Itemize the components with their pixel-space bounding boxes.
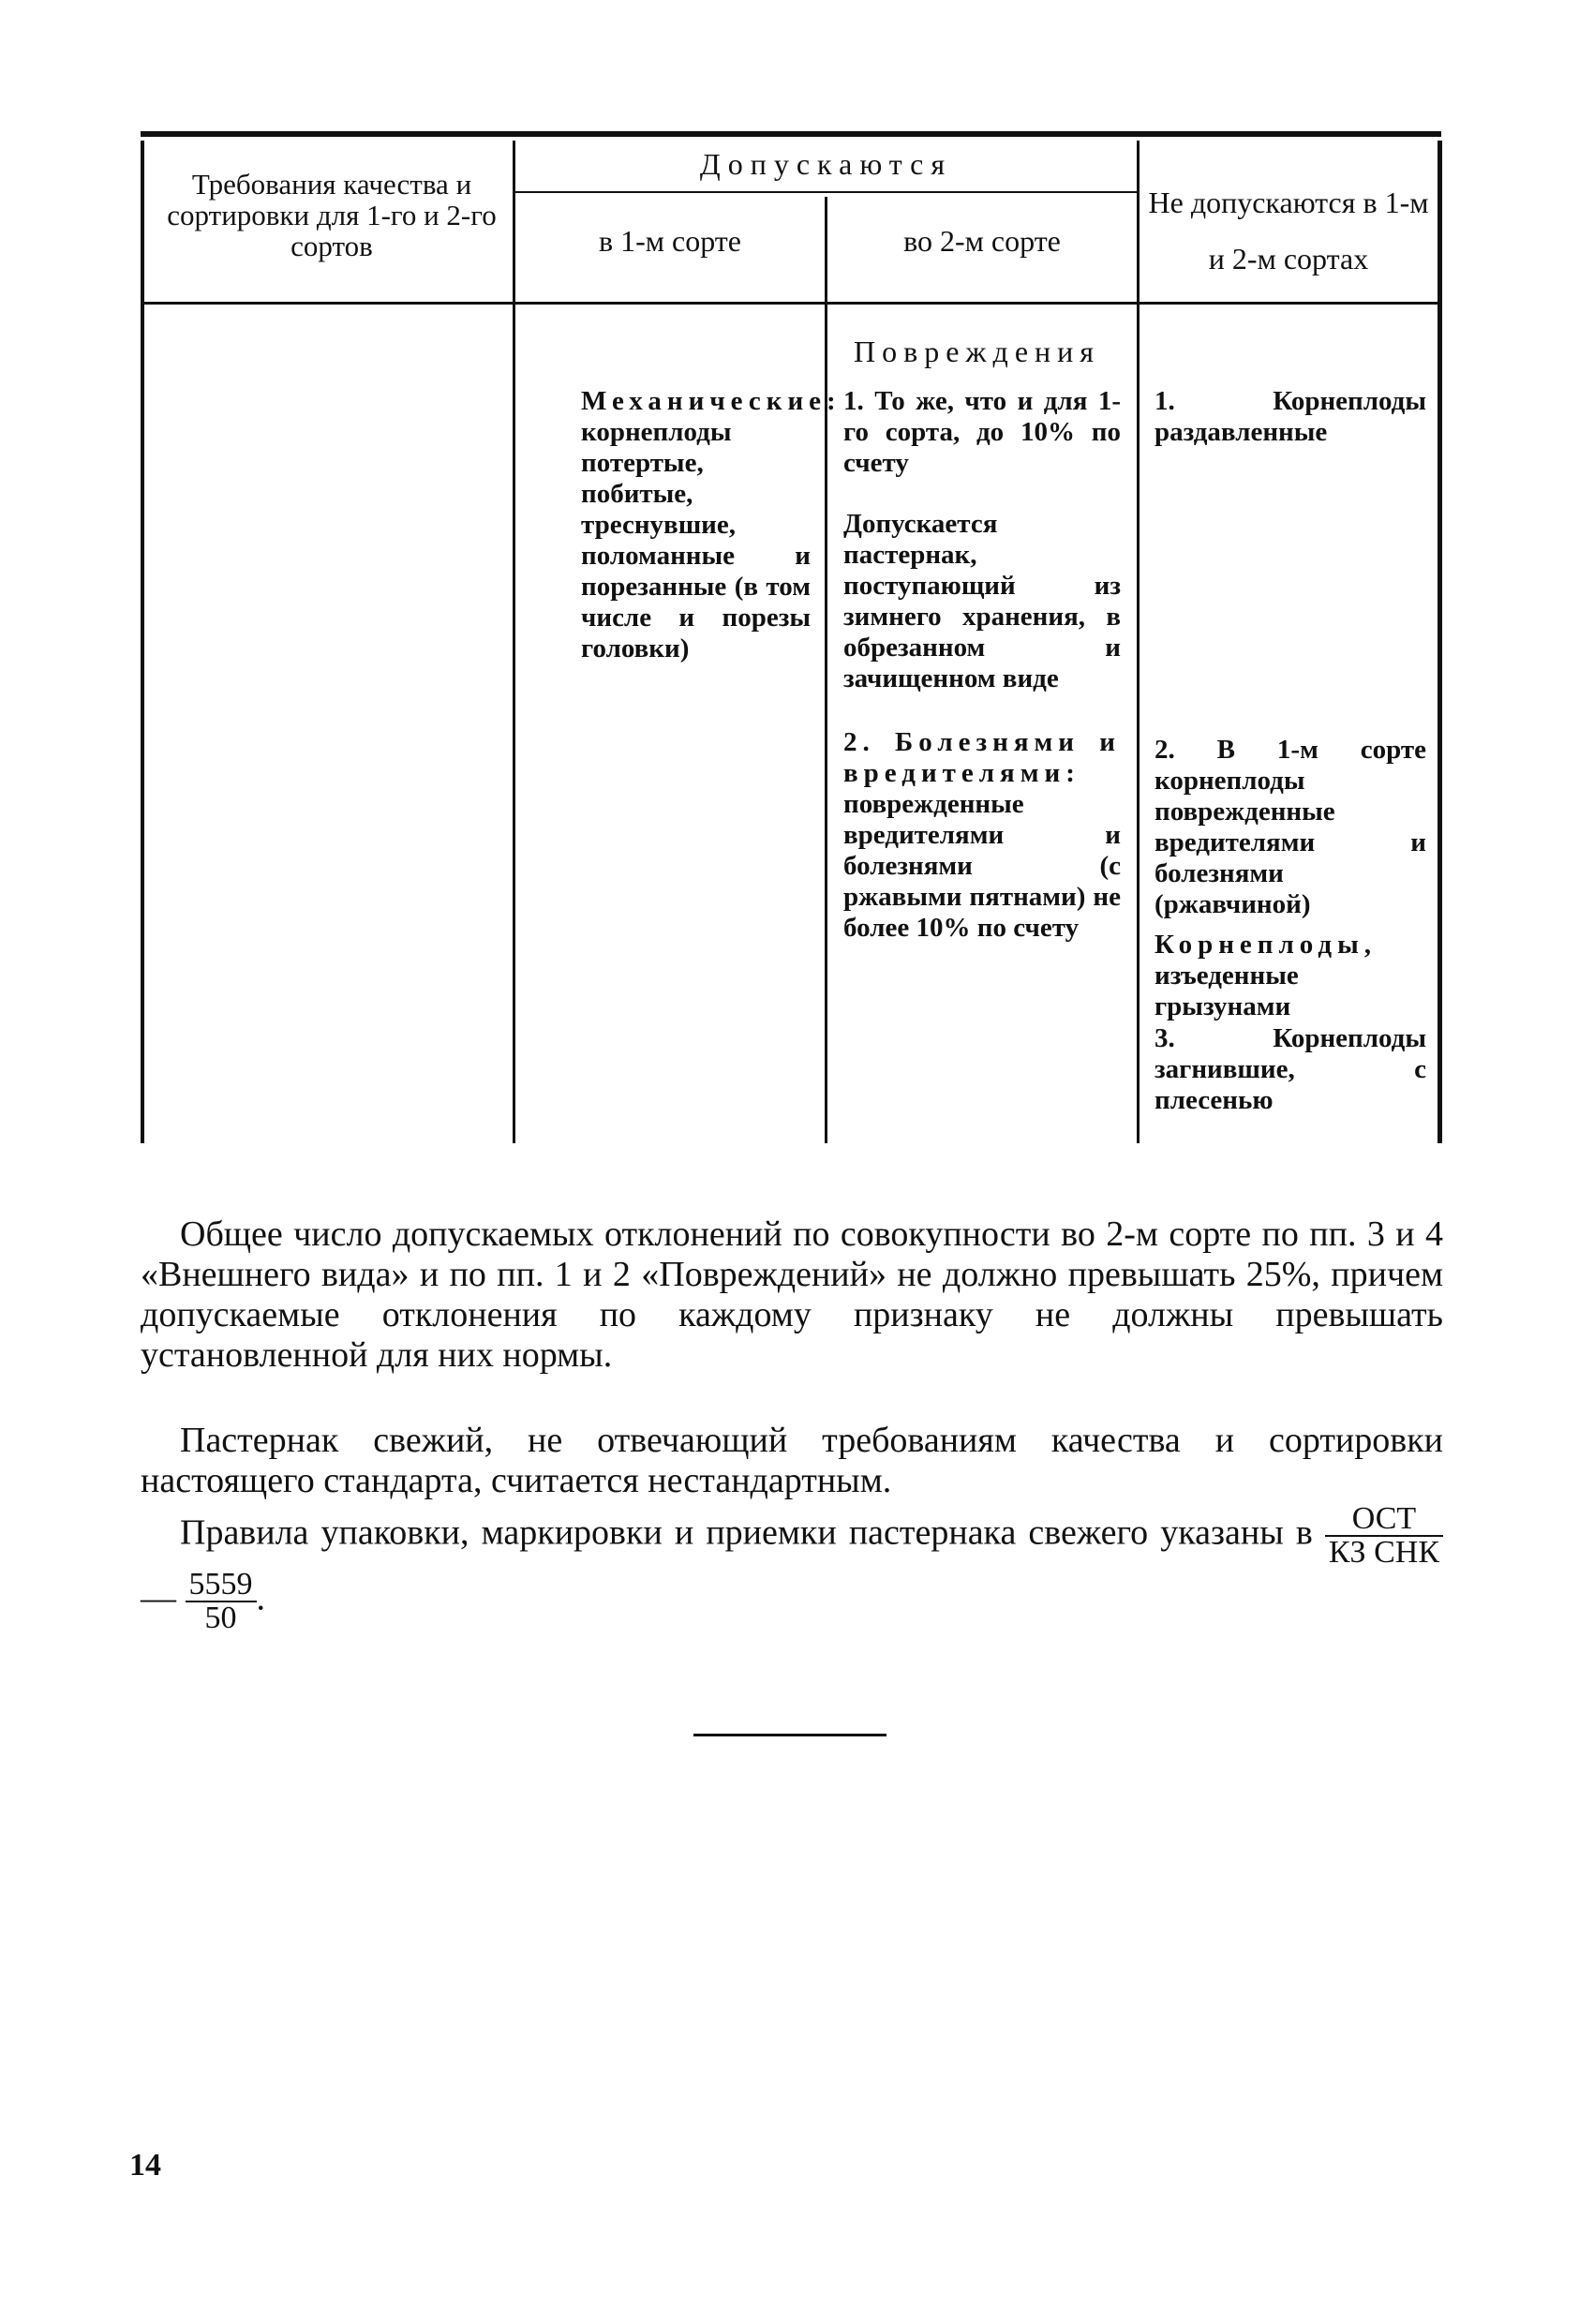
paragraph-nonstandard: Пастернак свежий, не отвечающий требованиям качества и сортировки настоящего стандарта, считается нестандартным. (141, 1421, 1443, 1500)
standard-fraction-2 (186, 1569, 257, 1634)
column-divider-3 (1137, 141, 1140, 1143)
column-divider-1 (513, 141, 515, 1143)
header-grade-1: в 1-м сорте (599, 224, 741, 258)
mechanical-text: корнеплоды потертые, побитые, треснувшие, поломанные и порезанные (в том числе и порезы головки) (581, 417, 811, 663)
grade1-mechanical (581, 386, 842, 664)
fraction-2-denominator: 50 (204, 1601, 237, 1635)
grade2-item-2 (843, 727, 1121, 944)
fraction-2-numerator: 5559 (186, 1569, 257, 1602)
table-header-rule (141, 302, 1441, 305)
standard-fraction-1 (1325, 1503, 1443, 1569)
packaging-end: . (256, 1578, 265, 1618)
grade2-item-1: 1. То же, что и для 1-го сорта, до 10% по счету (843, 386, 1121, 478)
allowed-subheader-rule (515, 191, 1137, 193)
paragraph-packaging (141, 1503, 1443, 1634)
paragraph-deviations: Общее число допускаемых отклонений по совокупности во 2-м сорте по пп. 3 и 4 «Внешнего вида» и по пп. 1 и 2 «Повреждений» не должно превышать 25%, причем допускаемые отклонения по каждому признаку не должны превышать установленной для них нормы. (141, 1214, 1443, 1375)
rodent-title: Корнеплоды, (1155, 930, 1377, 960)
not-allowed-item-3: 3. Корнеплоды загнившие, с плесенью (1155, 1023, 1426, 1115)
header-allowed: Допускаются (699, 147, 953, 181)
disease-title: 2. Болезнями и вредителями: (843, 727, 1121, 788)
grade2-winter-note: Допускается пастернак, поступающий из зимнего хранения, в обрезанном и зачищенном виде (843, 509, 1121, 693)
packaging-text: Правила упаковки, маркировки и приемки пастернака свежего указаны в (180, 1512, 1325, 1553)
table-left-border (141, 141, 144, 1143)
fraction-1-denominator: КЗ СНК (1328, 1535, 1439, 1570)
table-right-border (1438, 141, 1442, 1143)
disease-text: поврежденные вредителями и болезнями (с ржавыми пятнами) не более 10% по счету (843, 789, 1121, 943)
header-grade-2: во 2-м сорте (903, 224, 1061, 258)
mechanical-title: Механические: (581, 386, 842, 416)
end-rule (693, 1734, 886, 1736)
quality-table (141, 131, 1441, 1143)
header-not-allowed: Не допускаются в 1-м и 2-м сортах (1148, 186, 1429, 276)
header-requirements: Требования качества и сортировки для 1-го и 2-го сортов (167, 168, 497, 262)
fraction-1-numerator: ОСТ (1325, 1503, 1443, 1537)
rodent-text: изъеденные грызунами (1155, 961, 1299, 1021)
not-allowed-item-1: 1. Корнеплоды раздавленные (1155, 386, 1426, 447)
not-allowed-rodents (1155, 930, 1426, 1022)
section-title-damage: Повреждения (854, 335, 1100, 368)
not-allowed-item-2: 2. В 1-м сорте корнеплоды поврежденные вредителями и болезнями (ржавчиной) (1155, 735, 1426, 919)
page-number: 14 (129, 2148, 161, 2182)
table-top-rule (141, 131, 1441, 137)
fraction-dash: — (141, 1578, 186, 1618)
